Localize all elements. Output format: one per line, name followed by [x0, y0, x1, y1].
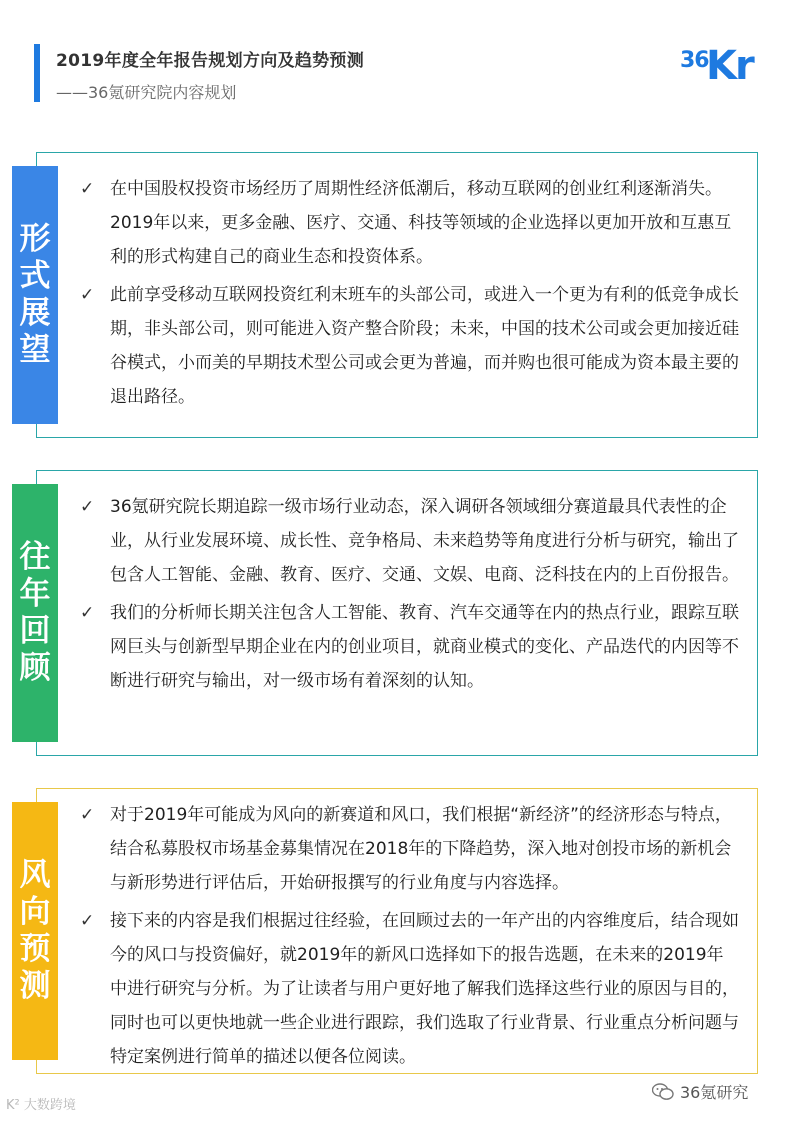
check-icon: ✓	[80, 911, 95, 931]
tab-char: 式	[19, 257, 51, 294]
wechat-icon	[652, 1083, 674, 1101]
page-title: 2019年度全年报告规划方向及趋势预测	[56, 51, 365, 71]
header-accent-bar	[34, 44, 40, 102]
check-icon: ✓	[80, 497, 95, 517]
tab-char: 顾	[19, 650, 51, 687]
tab-char: 测	[19, 968, 51, 1005]
bullet-item	[80, 490, 740, 592]
bullet-item	[80, 172, 740, 274]
36kr-logo	[680, 44, 766, 90]
section-outlook-bullets	[80, 172, 740, 418]
bullet-text: 36氪研究院长期追踪一级市场行业动态，深入调研各领域细分赛道最具代表性的企业，从行业发展环境、成长性、竞争格局、未来趋势等角度进行分析与研究，输出了包含人工智能、金融、教育、医疗、交通、文娱、电商、泛科技在内的上百份报告。	[110, 497, 739, 585]
bullet-item	[80, 596, 740, 698]
bullet-text: 在中国股权投资市场经历了周期性经济低潮后，移动互联网的创业红利逐渐消失。2019年以来，更多金融、医疗、交通、科技等领域的企业选择以更加开放和互惠互利的形式构建自己的商业生态和投资体系。	[110, 179, 732, 267]
footer-brand	[652, 1080, 748, 1103]
bullet-item	[80, 278, 740, 414]
tab-char: 形	[19, 220, 51, 257]
tab-char: 向	[19, 893, 51, 930]
section-forecast-tab	[12, 802, 58, 1060]
bullet-text: 我们的分析师长期关注包含人工智能、教育、汽车交通等在内的热点行业，跟踪互联网巨头与创新型早期企业在内的创业项目，就商业模式的变化、产品迭代的内因等不断进行研究与输出，对一级市场有着深刻的认知。	[110, 603, 739, 691]
section-outlook-tab	[12, 166, 58, 424]
bullet-item	[80, 904, 740, 1074]
tab-char: 望	[19, 332, 51, 369]
tab-char: 回	[19, 613, 51, 649]
tab-char: 展	[19, 295, 51, 331]
check-icon: ✓	[80, 603, 95, 623]
tab-char: 预	[19, 931, 51, 967]
bullet-text: 对于2019年可能成为风向的新赛道和风口，我们根据“新经济”的经济形态与特点，结合私募股权市场基金募集情况在2018年的下降趋势，深入地对创投市场的新机会与新形势进行评估后，开始研报撰写的行业角度与内容选择。	[110, 805, 732, 893]
footer-watermark: K² 大数跨境	[6, 1098, 76, 1113]
page-subtitle: ——36氪研究院内容规划	[56, 83, 237, 102]
check-icon: ✓	[80, 179, 95, 199]
tab-char: 年	[19, 575, 51, 612]
bullet-text: 此前享受移动互联网投资红利末班车的头部公司，或进入一个更为有利的低竞争成长期，非头部公司，则可能进入资产整合阶段；未来，中国的技术公司或会更加接近硅谷模式，小而美的早期技术型公司或会更为普遍，而并购也很可能成为资本最主要的退出路径。	[110, 285, 739, 407]
section-forecast-bullets	[80, 798, 740, 1078]
tab-char: 风	[19, 856, 51, 893]
check-icon: ✓	[80, 285, 95, 305]
logo-36: 36	[680, 48, 709, 73]
section-review-tab	[12, 484, 58, 742]
bullet-item	[80, 798, 740, 900]
footer-brand-text: 36氪研究	[680, 1083, 749, 1102]
section-review-bullets	[80, 490, 740, 702]
bullet-text: 接下来的内容是我们根据过往经验，在回顾过去的一年产出的内容维度后，结合现如今的风口与投资偏好，就2019年的新风口选择如下的报告选题，在未来的2019年中进行研究与分析。为了让读者与用户更好地了解我们选择这些行业的原因与目的，同时也可以更快地就一些企业进行跟踪，我们选取了行业背景、行业重点分析问题与特定案例进行简单的描述以便各位阅读。	[110, 911, 739, 1067]
logo-kr: Kr	[706, 43, 753, 89]
check-icon: ✓	[80, 805, 95, 825]
tab-char: 往	[19, 538, 51, 575]
